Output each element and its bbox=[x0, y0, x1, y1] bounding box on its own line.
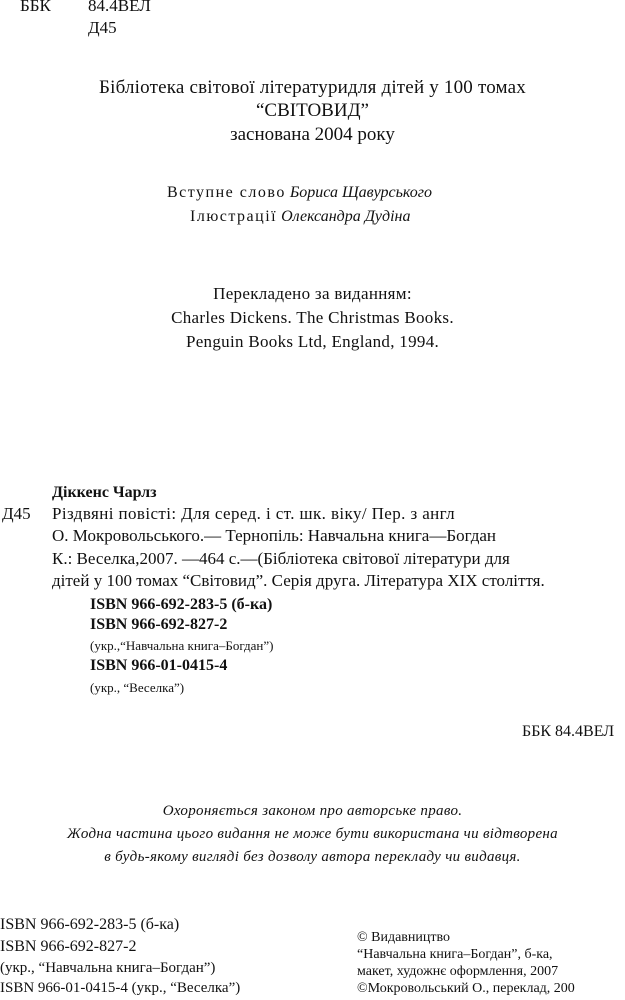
catalog-isbn-3-note: (укр., “Веселка”) bbox=[90, 680, 185, 695]
intro-label: Вступне слово bbox=[167, 184, 286, 201]
catalog-line-3: К.: Веселка,2007. —464 с.—(Бібліотека світової літератури для bbox=[52, 549, 510, 568]
series-name: “СВІТОВИД” bbox=[256, 100, 369, 121]
series-founded: заснована 2004 року bbox=[230, 124, 395, 145]
catalog-isbn-3: ISBN 966-01-0415-4 bbox=[90, 657, 228, 674]
catalog-mark: Д45 bbox=[2, 504, 31, 523]
footer-copyright-2: “Навчальна книга–Богдан”, б-ка, bbox=[357, 947, 553, 962]
author-mark: Д45 bbox=[88, 18, 117, 37]
catalog-line-4: дітей у 100 томах “Світовид”. Серія друга. Література ХІХ століття. bbox=[52, 571, 545, 590]
catalog-line-2: О. Мокровольського.— Тернопіль: Навчальна книга—Богдан bbox=[52, 526, 497, 545]
intro-name: Бориса Щавурського bbox=[289, 184, 432, 201]
catalog-isbn-2-note: (укр.,“Навчальна книга–Богдан”) bbox=[90, 638, 274, 653]
copyright-line-1: Охороняється законом про авторське право. bbox=[162, 803, 463, 819]
bbk-code: 84.4ВЕЛ bbox=[88, 0, 151, 15]
intro-credit bbox=[167, 184, 432, 202]
catalog-bbk: ББК 84.4ВЕЛ bbox=[522, 723, 615, 740]
catalog-isbn-2: ISBN 966-692-827-2 bbox=[90, 616, 228, 633]
source-line-1: Перекладено за виданням: bbox=[213, 284, 412, 303]
catalog-line-1: Різдвяні повісті: Для серед. і ст. шк. віку/ Пер. з англ bbox=[52, 504, 456, 523]
source-line-2: Charles Dickens. The Christmas Books. bbox=[171, 308, 454, 327]
bbk-label: ББК bbox=[20, 0, 51, 15]
illus-label: Ілюстрації bbox=[190, 208, 278, 225]
catalog-isbn-1: ISBN 966-692-283-5 (б-ка) bbox=[90, 596, 273, 613]
series-title: Бібліотека світової літературидля дітей у 100 томах bbox=[99, 77, 526, 98]
copyright-line-2: Жодна частина цього видання не може бути використана чи відтворена bbox=[67, 826, 558, 842]
footer-isbn-2: ISBN 966-692-827-2 bbox=[0, 938, 137, 955]
source-line-3: Penguin Books Ltd, England, 1994. bbox=[185, 332, 440, 351]
catalog-author: Діккенс Чарлз bbox=[52, 484, 157, 501]
footer-copyright-4: ©Мокровольський О., переклад, 200 bbox=[357, 981, 575, 996]
footer-isbn-2-note: (укр., “Навчальна книга–Богдан”) bbox=[0, 960, 216, 976]
illustrations-credit bbox=[190, 208, 410, 226]
footer-copyright-1: © Видавництво bbox=[357, 930, 451, 945]
footer-isbn-3: ISBN 966-01-0415-4 (укр., “Веселка”) bbox=[0, 980, 241, 996]
footer-isbn-1: ISBN 966-692-283-5 (б-ка) bbox=[0, 916, 180, 933]
copyright-line-3: в будь-якому вигляді без дозволу автора перекладу чи видавця. bbox=[104, 849, 521, 865]
footer-copyright-3: макет, художнє оформлення, 2007 bbox=[357, 964, 559, 979]
illus-name: Олександра Дудіна bbox=[281, 208, 411, 225]
